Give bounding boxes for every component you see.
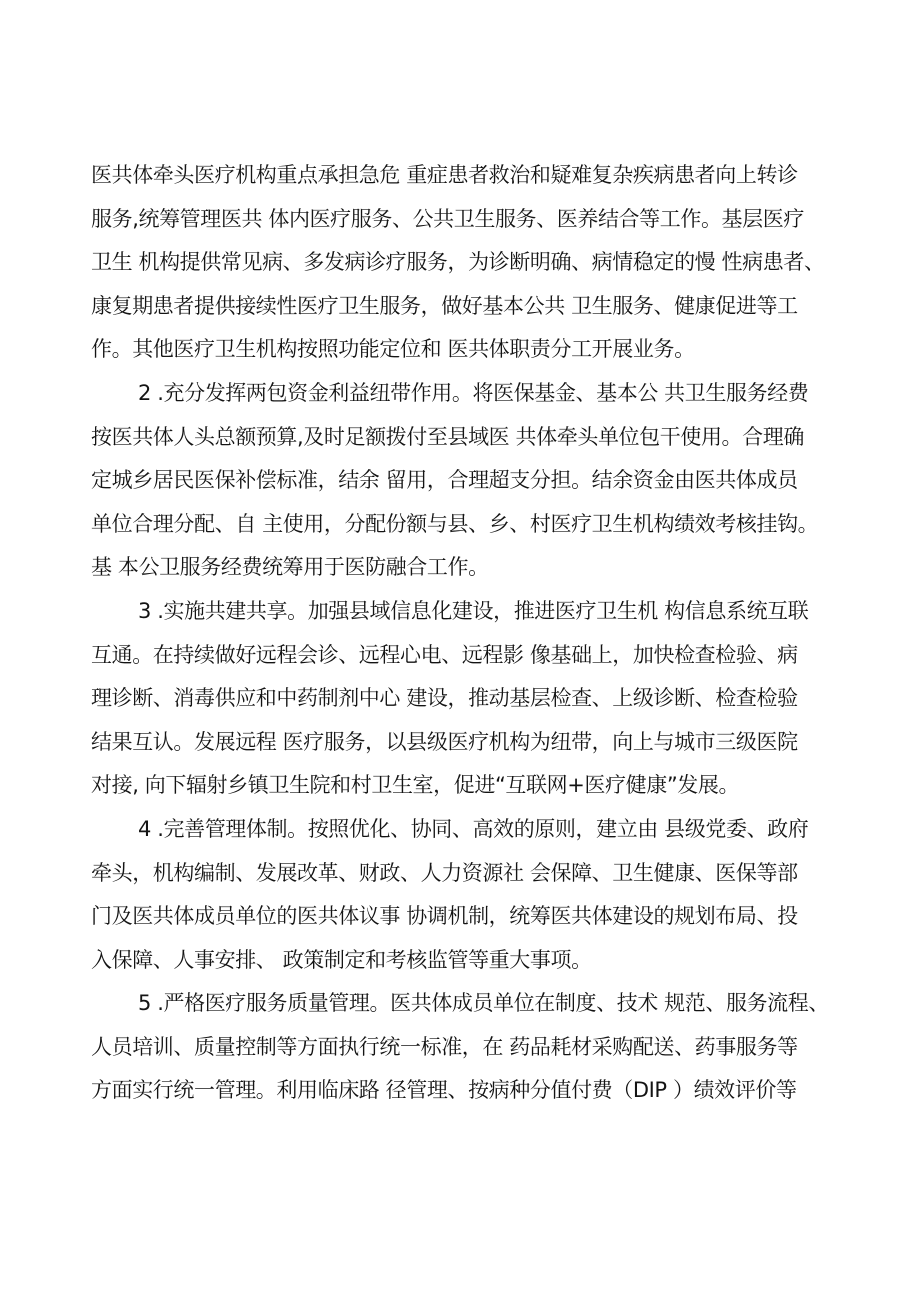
document-body — [91, 154, 861, 1113]
text-line: 互通。在持续做好远程会诊、远程心电、远程影 像基础上，加快检查检验、病 — [91, 642, 798, 667]
text-line: 单位合理分配、自 主使用，分配份额与县、乡、村医疗卫生机构绩效考核挂钩。 — [91, 511, 819, 536]
text-line: 方面实行统一管理。利用临床路 径管理、按病种分值付费（DIP ）绩效评价等 — [91, 1078, 797, 1103]
text-line: 服务,统筹管理医共 体内医疗服务、公共卫生服务、医养结合等工作。基层医疗 — [91, 206, 804, 231]
text-line: 基 本公卫服务经费统筹用于医防融合工作。 — [91, 555, 489, 580]
paragraph-4-first-line: 4 .完善管理体制。按照优化、协同、高效的原则，建立由 县级党委、政府 — [138, 816, 809, 841]
paragraph-2-first-line: 2 .充分发挥两包资金利益纽带作用。将医保基金、基本公 共卫生服务经费 — [138, 380, 809, 405]
text-line: 对接, 向下辐射乡镇卫生院和村卫生室，促进“互联网+医疗健康”发展。 — [91, 773, 740, 798]
text-line: 康复期患者提供接续性医疗卫生服务，做好基本公共 卫生服务、健康促进等工 — [91, 293, 798, 318]
text-line: 入保障、人事安排、 政策制定和考核监管等重大事项。 — [91, 947, 592, 972]
text-line: 定城乡居民医保补偿标准，结余 留用，合理超支分担。结余资金由医共体成员 — [91, 468, 798, 493]
text-line: 结果互认。发展远程 医疗服务，以县级医疗机构为纽带，向上与城市三级医院 — [91, 729, 798, 754]
paragraph-5-first-line: 5 .严格医疗服务质量管理。医共体成员单位在制度、技术 规范、服务流程、 — [138, 991, 829, 1016]
text-line: 医共体牵头医疗机构重点承担急危 重症患者救治和疑难复杂疾病患者向上转诊 — [91, 163, 798, 187]
text-line: 卫生 机构提供常见病、多发病诊疗服务，为诊断明确、病情稳定的慢 性病患者、 — [91, 250, 825, 275]
text-line: 门及医共体成员单位的医共体议事 协调机制，统筹医共体建设的规划布局、投 — [91, 904, 798, 929]
text-line: 作。其他医疗卫生机构按照功能定位和 医共体职责分工开展业务。 — [91, 337, 695, 362]
paragraph-3-first-line: 3 .实施共建共享。加强县域信息化建设，推进医疗卫生机 构信息系统互联 — [138, 598, 809, 623]
text-line: 按医共体人头总额预算,及时足额拨付至县域医 共体牵头单位包干使用。合理确 — [91, 424, 804, 449]
text-line: 理诊断、消毒供应和中药制剂中心 建设，推动基层检查、上级诊断、检查检验 — [91, 686, 798, 711]
text-line: 人员培训、质量控制等方面执行统一标准，在 药品耗材采购配送、药事服务等 — [91, 1034, 798, 1059]
text-line: 牵头，机构编制、发展改革、财政、人力资源社 会保障、卫生健康、医保等部 — [91, 860, 798, 885]
